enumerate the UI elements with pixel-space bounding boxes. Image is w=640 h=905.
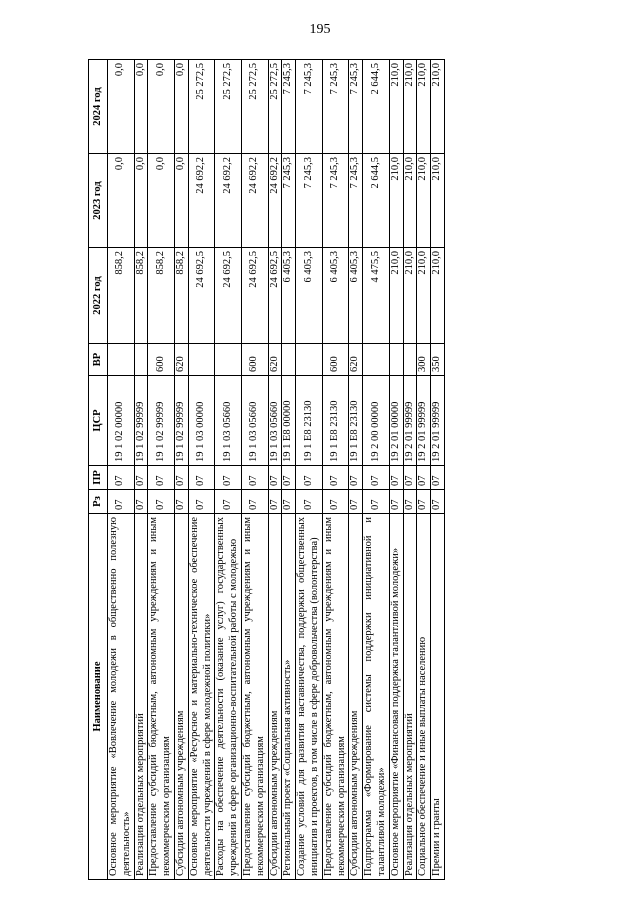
table-body — [108, 60, 445, 880]
row-csr-cell: 19 1 03 05660 — [268, 376, 282, 466]
table-row — [417, 60, 431, 880]
row-vr-cell: 600 — [148, 344, 175, 376]
row-2023-cell: 210,0 — [403, 154, 417, 248]
row-2024-cell: 25 272,5 — [241, 60, 268, 154]
row-name-cell: Субсидии автономным учреждениям — [268, 514, 282, 880]
row-csr-cell: 19 2 01 00000 — [389, 376, 403, 466]
row-name-cell: Региональный проект «Социальная активность» — [282, 514, 296, 880]
row-pr-cell: 07 — [108, 466, 135, 490]
row-rz-cell: 07 — [241, 490, 268, 514]
row-2024-cell: 2 644,5 — [363, 60, 390, 154]
row-2023-cell: 7 245,3 — [296, 154, 323, 248]
row-2024-cell: 7 245,3 — [282, 60, 296, 154]
row-2022-cell: 24 692,5 — [188, 248, 215, 344]
row-vr-cell — [215, 344, 242, 376]
header-2023: 2023 год — [89, 154, 108, 248]
row-vr-cell — [389, 344, 403, 376]
row-2022-cell: 24 692,5 — [268, 248, 282, 344]
row-vr-cell — [363, 344, 390, 376]
row-csr-cell: 19 2 01 99999 — [403, 376, 417, 466]
table-row — [188, 60, 215, 880]
row-2023-cell: 7 245,3 — [349, 154, 363, 248]
row-name-cell: Расходы на обеспечение деятельности (оказание услуг) государственных учреждений в сфере организационно-воспитательной работы с молодежью — [215, 514, 242, 880]
table-row — [296, 60, 323, 880]
row-2024-cell: 0,0 — [134, 60, 148, 154]
row-pr-cell: 07 — [417, 466, 431, 490]
rotated-table-container — [88, 60, 548, 880]
row-2024-cell: 210,0 — [417, 60, 431, 154]
row-vr-cell: 620 — [349, 344, 363, 376]
row-csr-cell: 19 1 03 00000 — [188, 376, 215, 466]
row-name-cell: Основное мероприятие «Ресурсное и материально-техническое обеспечение деятельности учреждений в сфере молодежной политики» — [188, 514, 215, 880]
row-2022-cell: 210,0 — [431, 248, 445, 344]
row-csr-cell: 19 1 03 05660 — [241, 376, 268, 466]
row-2023-cell: 24 692,2 — [215, 154, 242, 248]
row-2022-cell: 210,0 — [389, 248, 403, 344]
row-rz-cell: 07 — [188, 490, 215, 514]
table-row — [322, 60, 349, 880]
row-pr-cell: 07 — [389, 466, 403, 490]
row-csr-cell: 19 1 E8 23130 — [296, 376, 323, 466]
table-row — [282, 60, 296, 880]
row-name-cell: Реализация отдельных мероприятий — [403, 514, 417, 880]
row-rz-cell: 07 — [322, 490, 349, 514]
row-csr-cell: 19 1 03 05660 — [215, 376, 242, 466]
row-2024-cell: 0,0 — [108, 60, 135, 154]
row-pr-cell: 07 — [403, 466, 417, 490]
table-row — [268, 60, 282, 880]
row-2024-cell: 0,0 — [148, 60, 175, 154]
header-rz: Рз — [89, 490, 108, 514]
row-vr-cell: 620 — [268, 344, 282, 376]
row-pr-cell: 07 — [215, 466, 242, 490]
row-2022-cell: 24 692,5 — [241, 248, 268, 344]
row-2023-cell: 210,0 — [417, 154, 431, 248]
row-csr-cell: 19 2 01 99999 — [431, 376, 445, 466]
table-header-row — [89, 60, 108, 880]
row-pr-cell: 07 — [363, 466, 390, 490]
row-2023-cell: 24 692,2 — [268, 154, 282, 248]
row-2023-cell: 0,0 — [108, 154, 135, 248]
row-rz-cell: 07 — [148, 490, 175, 514]
row-vr-cell: 350 — [431, 344, 445, 376]
row-name-cell: Предоставление субсидий бюджетным, автономным учреждениям и иным некоммерческим организациям — [241, 514, 268, 880]
table-row — [389, 60, 403, 880]
row-pr-cell: 07 — [241, 466, 268, 490]
row-pr-cell: 07 — [268, 466, 282, 490]
row-rz-cell: 07 — [174, 490, 188, 514]
row-2024-cell: 25 272,5 — [215, 60, 242, 154]
table-row — [349, 60, 363, 880]
row-name-cell: Основное мероприятие «Вовлечение молодежи в общественно полезную деятельность» — [108, 514, 135, 880]
row-rz-cell: 07 — [215, 490, 242, 514]
row-2024-cell: 25 272,5 — [268, 60, 282, 154]
table-row — [215, 60, 242, 880]
row-rz-cell: 07 — [108, 490, 135, 514]
row-2022-cell: 6 405,3 — [282, 248, 296, 344]
table-row — [108, 60, 135, 880]
row-vr-cell — [282, 344, 296, 376]
row-pr-cell: 07 — [134, 466, 148, 490]
row-2023-cell: 210,0 — [431, 154, 445, 248]
row-2024-cell: 210,0 — [389, 60, 403, 154]
table-row — [148, 60, 175, 880]
row-vr-cell — [108, 344, 135, 376]
row-vr-cell: 600 — [322, 344, 349, 376]
row-rz-cell: 07 — [282, 490, 296, 514]
row-2022-cell: 4 475,5 — [363, 248, 390, 344]
row-pr-cell: 07 — [349, 466, 363, 490]
row-vr-cell — [134, 344, 148, 376]
row-pr-cell: 07 — [174, 466, 188, 490]
row-2024-cell: 7 245,3 — [296, 60, 323, 154]
row-vr-cell: 600 — [241, 344, 268, 376]
row-name-cell: Предоставление субсидий бюджетным, автономным учреждениям и иным некоммерческим организациям — [148, 514, 175, 880]
row-2023-cell: 7 245,3 — [282, 154, 296, 248]
row-pr-cell: 07 — [296, 466, 323, 490]
row-csr-cell: 19 1 E8 23130 — [322, 376, 349, 466]
row-name-cell: Социальное обеспечение и иные выплаты населению — [417, 514, 431, 880]
row-name-cell: Реализация отдельных мероприятий — [134, 514, 148, 880]
table-row — [403, 60, 417, 880]
table-row — [174, 60, 188, 880]
row-csr-cell: 19 2 00 00000 — [363, 376, 390, 466]
row-rz-cell: 07 — [349, 490, 363, 514]
row-csr-cell: 19 1 02 99999 — [134, 376, 148, 466]
row-name-cell: Подпрограмма «Формирование системы поддержки инициативной и талантливой молодежи» — [363, 514, 390, 880]
row-pr-cell: 07 — [282, 466, 296, 490]
page-number: 195 — [309, 22, 331, 37]
header-2022: 2022 год — [89, 248, 108, 344]
row-2022-cell: 858,2 — [174, 248, 188, 344]
row-vr-cell — [188, 344, 215, 376]
row-2022-cell: 210,0 — [417, 248, 431, 344]
table-row — [241, 60, 268, 880]
row-name-cell: Субсидии автономным учреждениям — [174, 514, 188, 880]
row-2023-cell: 24 692,2 — [188, 154, 215, 248]
row-csr-cell: 19 2 01 99999 — [417, 376, 431, 466]
table-row — [134, 60, 148, 880]
row-vr-cell: 300 — [417, 344, 431, 376]
row-name-cell: Предоставление субсидий бюджетным, автономным учреждениям и иным некоммерческим организациям — [322, 514, 349, 880]
row-2023-cell: 0,0 — [134, 154, 148, 248]
header-2024: 2024 год — [89, 60, 108, 154]
row-2023-cell: 0,0 — [174, 154, 188, 248]
row-rz-cell: 07 — [389, 490, 403, 514]
row-2022-cell: 24 692,5 — [215, 248, 242, 344]
row-rz-cell: 07 — [296, 490, 323, 514]
row-2023-cell: 24 692,2 — [241, 154, 268, 248]
row-name-cell: Основное мероприятие «Финансовая поддержка талантливой молодежи» — [389, 514, 403, 880]
budget-table — [88, 59, 445, 880]
row-rz-cell: 07 — [431, 490, 445, 514]
row-2024-cell: 7 245,3 — [349, 60, 363, 154]
row-2022-cell: 210,0 — [403, 248, 417, 344]
row-rz-cell: 07 — [134, 490, 148, 514]
row-vr-cell — [403, 344, 417, 376]
row-rz-cell: 07 — [268, 490, 282, 514]
header-csr: ЦСР — [89, 376, 108, 466]
row-2024-cell: 210,0 — [403, 60, 417, 154]
header-pr: ПР — [89, 466, 108, 490]
row-csr-cell: 19 1 02 99999 — [148, 376, 175, 466]
row-2022-cell: 6 405,3 — [349, 248, 363, 344]
row-vr-cell — [296, 344, 323, 376]
row-pr-cell: 07 — [322, 466, 349, 490]
row-rz-cell: 07 — [363, 490, 390, 514]
row-2023-cell: 210,0 — [389, 154, 403, 248]
row-pr-cell: 07 — [148, 466, 175, 490]
row-csr-cell: 19 1 E8 23130 — [349, 376, 363, 466]
table-row — [363, 60, 390, 880]
row-name-cell: Субсидии автономным учреждениям — [349, 514, 363, 880]
row-2022-cell: 858,2 — [134, 248, 148, 344]
row-2022-cell: 6 405,3 — [296, 248, 323, 344]
header-vr: ВР — [89, 344, 108, 376]
row-csr-cell: 19 1 02 99999 — [174, 376, 188, 466]
row-name-cell: Премии и гранты — [431, 514, 445, 880]
row-2024-cell: 7 245,3 — [322, 60, 349, 154]
row-2024-cell: 210,0 — [431, 60, 445, 154]
row-2022-cell: 858,2 — [148, 248, 175, 344]
row-rz-cell: 07 — [417, 490, 431, 514]
row-rz-cell: 07 — [403, 490, 417, 514]
table-row — [431, 60, 445, 880]
row-2024-cell: 0,0 — [174, 60, 188, 154]
row-pr-cell: 07 — [431, 466, 445, 490]
row-csr-cell: 19 1 E8 00000 — [282, 376, 296, 466]
row-2023-cell: 0,0 — [148, 154, 175, 248]
row-vr-cell: 620 — [174, 344, 188, 376]
row-2023-cell: 7 245,3 — [322, 154, 349, 248]
row-2023-cell: 2 644,5 — [363, 154, 390, 248]
row-2022-cell: 858,2 — [108, 248, 135, 344]
row-2024-cell: 25 272,5 — [188, 60, 215, 154]
row-name-cell: Создание условий для развития наставничества, поддержки общественных инициатив и проектов, в том числе в сфере добровольчества (волонтерства) — [296, 514, 323, 880]
row-csr-cell: 19 1 02 00000 — [108, 376, 135, 466]
row-2022-cell: 6 405,3 — [322, 248, 349, 344]
row-pr-cell: 07 — [188, 466, 215, 490]
header-name: Наименование — [89, 514, 108, 880]
